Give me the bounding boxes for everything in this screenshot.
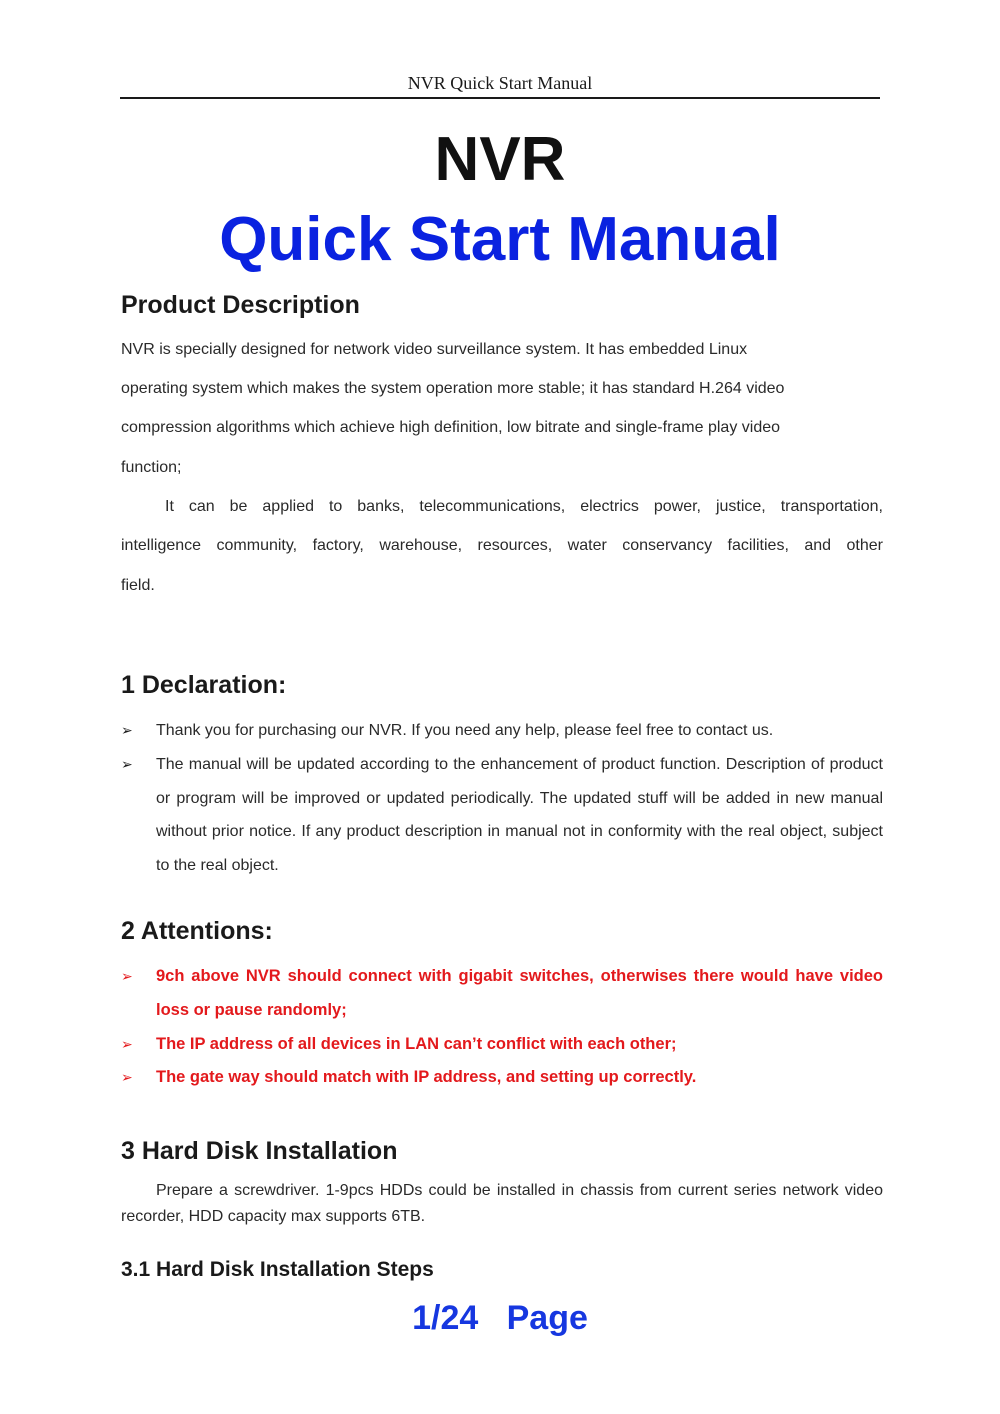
product-description-line-4: function;: [121, 459, 182, 476]
declaration-item-text: The manual will be updated according to the enhancement of product function. Description of product or program will be improved or updated periodically. The updated stuff will be added in new manual without prior notice. If any product description in manual not in conformity with the real object, subject to the real object.: [156, 755, 883, 875]
applications-line-2: intelligence community, factory, warehouse, resources, water conservancy facilities, and other: [121, 537, 883, 554]
product-description-line-3: compression algorithms which achieve high definition, low bitrate and single-frame play video: [121, 419, 781, 436]
product-description-heading: Product Description: [121, 291, 360, 319]
hard-disk-steps-heading: 3.1 Hard Disk Installation Steps: [121, 1258, 434, 1281]
arrowhead-bullet-icon: ➢: [121, 1035, 133, 1052]
applications-line-1: It can be applied to banks, telecommunications, electrics power, justice, transportation,: [165, 498, 883, 515]
product-description-line-1: NVR is specially designed for network video surveillance system. It has embedded Linux: [121, 341, 748, 358]
list-item: [121, 960, 883, 1028]
attentions-heading: 2 Attentions:: [121, 917, 273, 945]
arrowhead-bullet-icon: ➢: [121, 968, 133, 984]
list-item: [121, 1028, 883, 1062]
declaration-item-text: Thank you for purchasing our NVR. If you need any help, please feel free to contact us.: [156, 722, 774, 739]
running-header: [120, 72, 880, 99]
list-item: [121, 714, 883, 748]
list-item: [121, 748, 883, 883]
product-description-line-2: operating system which makes the system operation more stable; it has standard H.264 video: [121, 380, 785, 397]
arrowhead-bullet-icon: ➢: [121, 1069, 133, 1086]
arrowhead-bullet-icon: ➢: [121, 755, 133, 772]
hard-disk-text: Prepare a screwdriver. 1-9pcs HDDs could be installed in chassis from current series network video recorder, HDD capacity max supports 6TB.: [121, 1182, 883, 1225]
page-number: 1/24 Page: [412, 1299, 588, 1337]
document-subtitle: Quick Start Manual: [219, 205, 781, 274]
attention-item-text: The gate way should match with IP address, and setting up correctly.: [156, 1068, 697, 1087]
attention-item-text: The IP address of all devices in LAN can’t conflict with each other;: [156, 1034, 677, 1053]
document-title: NVR: [434, 125, 566, 194]
applications-line-3: field.: [121, 577, 155, 594]
attentions-list: [121, 960, 883, 1095]
running-header-title: NVR Quick Start Manual: [407, 73, 593, 93]
arrowhead-bullet-icon: ➢: [121, 722, 133, 738]
hard-disk-heading: 3 Hard Disk Installation: [121, 1137, 398, 1165]
attention-item-text: 9ch above NVR should connect with gigabit switches, otherwises there would have video loss or pause randomly;: [156, 967, 883, 1019]
declaration-list: [121, 714, 883, 883]
list-item: [121, 1061, 883, 1095]
declaration-heading: 1 Declaration:: [121, 671, 287, 699]
